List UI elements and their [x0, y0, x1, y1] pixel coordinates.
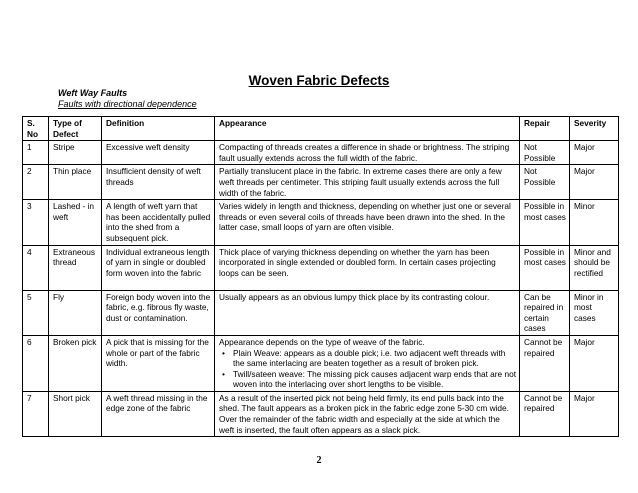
- table-row: [23, 141, 619, 165]
- cell-no: 6: [23, 335, 49, 391]
- cell-appearance: Thick place of varying thickness depending on whether the yarn has been incorporated in single extended or doubled form. In certain cases projecting loops can be seen.: [215, 245, 520, 290]
- cell-no: 4: [23, 245, 49, 290]
- cell-repair: Not Possible: [520, 165, 570, 200]
- cell-severity: Major: [570, 335, 619, 391]
- cell-definition: Individual extraneous length of yarn in single or doubled form woven into the fabric: [102, 245, 215, 290]
- cell-type: Extraneous thread: [49, 245, 102, 290]
- table-row: [23, 335, 619, 391]
- table-row: [23, 290, 619, 335]
- cell-appearance: Compacting of threads creates a difference in shade or brightness. The striping fault usually extends across the full width of the fabric.: [215, 141, 520, 165]
- cell-severity: Major: [570, 391, 619, 436]
- cell-repair: Possible in most cases: [520, 245, 570, 290]
- table-row: [23, 391, 619, 436]
- table-header-row: [23, 117, 619, 141]
- cell-no: 5: [23, 290, 49, 335]
- cell-repair: Possible in most cases: [520, 200, 570, 245]
- table-row: [23, 200, 619, 245]
- cell-severity: Minor: [570, 200, 619, 245]
- appearance-intro: Appearance depends on the type of weave of the fabric.: [219, 336, 425, 347]
- cell-severity: Major: [570, 141, 619, 165]
- section-subheading: Faults with directional dependence: [58, 99, 197, 109]
- header-repair: Repair: [520, 117, 570, 141]
- header-type: Type of Defect: [49, 117, 102, 141]
- cell-definition: A length of weft yarn that has been accidentally pulled into the shed from a subsequent pick.: [102, 200, 215, 245]
- cell-appearance: As a result of the inserted pick not being held firmly, its end pulls back into the shed. The fault appears as a broken pick in the fabric edge zone 5-30 cm wide. Over the remainder of the fabric width and especially at the side at which the weft is inserted, the fault often appears as a slack pick.: [215, 391, 520, 436]
- section-heading: Weft Way Faults: [58, 88, 128, 98]
- header-severity: Severity: [570, 117, 619, 141]
- cell-no: 3: [23, 200, 49, 245]
- cell-definition: A pick that is missing for the whole or part of the fabric width.: [102, 335, 215, 391]
- cell-repair: Cannot be repaired: [520, 335, 570, 391]
- cell-appearance: Partially translucent place in the fabric. In extreme cases there are only a few weft threads per centimeter. This striping fault usually extends across the full width of the fabric.: [215, 165, 520, 200]
- cell-type: Lashed - in weft: [49, 200, 102, 245]
- page-title: Woven Fabric Defects: [248, 73, 390, 88]
- header-appearance: Appearance: [215, 117, 520, 141]
- cell-definition: Insufficient density of weft threads: [102, 165, 215, 200]
- table-row: [23, 165, 619, 200]
- cell-appearance: Varies widely in length and thickness, depending on whether just one or several threads or even several coils of threads have been drawn into the shed. In the latter case, small loops of yarn are often visible.: [215, 200, 520, 245]
- page-number: 2: [316, 455, 322, 466]
- appearance-bullet-list: [219, 348, 516, 390]
- cell-no: 2: [23, 165, 49, 200]
- cell-no: 7: [23, 391, 49, 436]
- cell-repair: Not Possible: [520, 141, 570, 165]
- cell-severity: Minor in most cases: [570, 290, 619, 335]
- cell-repair: Cannot be repaired: [520, 391, 570, 436]
- cell-severity: Minor and should be rectified: [570, 245, 619, 290]
- cell-appearance: Usually appears as an obvious lumpy thick place by its contrasting colour.: [215, 290, 520, 335]
- cell-repair: Can be repaired in certain cases: [520, 290, 570, 335]
- cell-type: Thin place: [49, 165, 102, 200]
- list-item: • Plain Weave: appears as a double pick; i.e. two adjacent weft threads with the same interlacing are beaten together as a result of broken pick.: [233, 348, 516, 369]
- cell-appearance: [215, 335, 520, 391]
- header-no: S. No: [23, 117, 49, 141]
- cell-type: Stripe: [49, 141, 102, 165]
- cell-definition: Foreign body woven into the fabric, e.g. fibrous fly waste, dust or contamination.: [102, 290, 215, 335]
- cell-severity: Major: [570, 165, 619, 200]
- cell-type: Fly: [49, 290, 102, 335]
- table-row: [23, 245, 619, 290]
- cell-no: 1: [23, 141, 49, 165]
- cell-type: Broken pick: [49, 335, 102, 391]
- cell-type: Short pick: [49, 391, 102, 436]
- cell-definition: Excessive weft density: [102, 141, 215, 165]
- header-definition: Definition: [102, 117, 215, 141]
- list-item: • Twill/sateen weave: The missing pick causes adjacent warp ends that are not woven into the interlacing over short lengths to be visible.: [233, 369, 516, 390]
- cell-definition: A weft thread missing in the edge zone of the fabric: [102, 391, 215, 436]
- defects-table: [22, 116, 619, 437]
